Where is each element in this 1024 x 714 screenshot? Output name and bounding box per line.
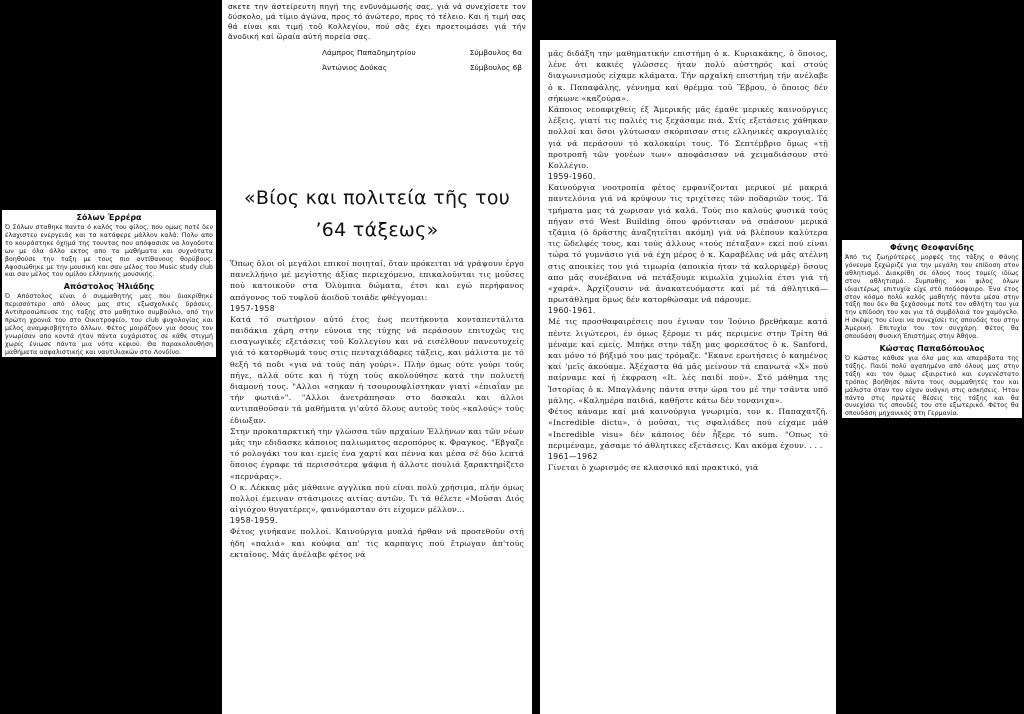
far-right-column-text xyxy=(842,240,1022,418)
article-paragraph-9: Μέ τις προσθαφαιρέσεις που έγιναν τον Ἰούνιο βρεθήκαμε κατά πέντε λιγώτεροι, έν όμως ξέρομε τι μάς περιμενε στην Τρίτη θά μέναμε καί εμείς. Μπήκε στην τάξη μας φορεσάτος ὁ κ. Sanford, και μόνο τό βήξιμό του μας τρόμαζε. "Εκανε ερωτήσεις ὁ καημένος καί 'μεῖς άκούαμε. Ἀξέχαστα θά μᾶς μείνουν τά επανωτά «Χ» πού παίρναμε καί ή έκφραση «Ιt. λές παιδί πού». Στό μάθημα της Ἱστορίας ὁ κ. Μπαγλάνης πάντα στην ώρα του μέ την τσάντα υπό μάλης. «Καλημέρα παιδιά, καθῆστε κάτω δέν τονανιχα». xyxy=(548,317,828,405)
article-paragraph-3: Στην προκαταρκτική την γλώσσα τῶν αρχαίων Ἑλλήνων και τῶν νέων μᾶς την εδιδασκε κάποιος παλιωματος αεροπόρος κ. Φραγκος. "Εβγαζε τό ρολογάκι του και εμείς ένα χαρτί και πέννα και μέσα σέ δύο λεπτά ὅποιος έγραφε τά περισσότερα ψάφια ή άλλοτε πουλιά ξαρακτηρίζετο «περνάρας». xyxy=(230,426,524,481)
center-top-block xyxy=(222,0,532,148)
center-column xyxy=(218,0,534,714)
right-column xyxy=(534,0,840,714)
article-paragraph-1: Ὅπως ὅλοι οἱ μεγάλοι επικοί ποιηταί, ὅταν πρόκειται νά γράψουν έργο πανελλήνιο μέ μεγίστης άξίας περιεχόμενο, επικαλοῦνται τις μοῦσες πού κατοικοῦν στα Ὀλύμπια δώματα, έτσι και εγώ περήφανος απόγονος τοῦ τυφλοῦ ἀοιδοῦ τοιάδε φθέγγομαι: xyxy=(230,259,524,302)
article-paragraph-2: Κατά τό σωτήριον αὐτό έτος έως πεντήκοντα κονταπεντάλιτα παιδάκια χάρη στην εύνοια της τύχης νά περάσουν επιτυχῶς τις εισαγωγικές εξετάσεις τοῦ Κολλεγίου και νά εισέλθουν πανευτυχείς γιά τό κατορθωμά τους στις πενταχιάδαρες τάξεις, και μάλιστα με τό θεξῆ τό ποδι «για νά τούς πάη γούρι». Πλήν όμως ούτε γούρι τούς πήγε, αλλά ούτε και ή τύχη τούς ακολούθησε κατά την πολυετή διαμονή τους. "Αλλοι «σηκαν ή τσουρουφλίστηκαν γιατί «έπιαΐαν με τήν φωτιά»". "Αλλοι ἀνετράπησαν στο δασκαλι και άλλοι αντιπαθοῦσαν τά μαθήματα γι'αὐτό ὅλους αυτούς τούς «καλούς» τούς έδιωξαν. xyxy=(230,314,524,425)
article-paragraph-5: Φέτος γινήκανε πολλοί. Καινούργια μυαλά ήρθαν νά προσεθοῦν στή ήδη «παλιά» και κούφια απ' τις καρπαγις πού ἔτρωγαν ἀπ'τούς εκταίους. Μάς ἀνέλαβε φέτος νά xyxy=(230,527,524,559)
article-paragraph-10: Φέτος κάναμε καί μιά καινούργια γνωριμία, τον κ. Παπαχατζῆ. «Incredible dictu», ὁ μοῦσαι, τις σφαλιάδες πού είχαμε μάθ «Incredible visu» δέν κάποιος δέν ἦξερε τό sum. "Οπως τό περιμέναμε, χάσαμε τό άθλητικες εξετάσεις. Και ακόμα έχουν. . . . xyxy=(548,407,828,450)
signature-2-name: Ἀντώνιος Δούκας xyxy=(322,63,388,72)
article-heading xyxy=(222,182,532,246)
far-right-column xyxy=(840,0,1024,714)
profile-title-fanis: Φάνης Θεοφανίδης xyxy=(890,243,974,252)
signature-2 xyxy=(232,63,522,72)
article-continuation xyxy=(540,40,836,714)
signature-1-name: Λάμπρος Παπαδημητρίου xyxy=(322,48,416,57)
article-heading-line2: ’64 τάξεως» xyxy=(315,219,439,241)
profile-title-apostolos: Απόστολος Ήλιάδης xyxy=(63,282,155,292)
article-paragraph-8: Καινούργια νοοτροπία φέτος εμφανίζονται μερικοί μέ μακριά παντελόνια γιά νά κρύψουν τις τριχίτσες τῶν ποδαριῶν τους. Τά τμήματα μας τά χωρισαν γιά καλά. Τούς πιο καλούς φυσικά τούς πήγαν στό West Building όπου φρόντισαν νά σπάσουν μερικά τζάμια (ὁ δράστης ἀναζητεῖται ακόμη) γιά νά βλέπουν καλύτερα τις ὥδελφές τους, και τούς άλλους «τούς πέταξαν» εκεί πού είναι τώρα τό γυμνάσιο γιά νά έχη μέρος ὁ κ. Καραβέλας νά μᾶς ατέλνη στις αποικίες του γιά τιμωρία (αποικία ήταν τά καλοριφέρ) ὅσους απο μᾶς συνέβαινα νά πετάξουμε κιμωλία χιμωλία έτσι γιά τή «χαρά». Ἀρχίζουσιν νά ἀνακατευόμαστε καί μέ τά άθλητικά—πρωτάθλημα ὅμως δέν κατορθώσαμε νά πάρουμε. xyxy=(548,183,828,305)
article-heading-line1: «Βίος και πολιτεία τῆς του xyxy=(243,187,511,209)
article-paragraph-4: Ο κ. Λέκκας μᾶς μάθαινε αγγλικα πού είναι πολύ χρήσιμα, πλήν όμως πολλοί έμειναν στάσιμοιες αιτίας αυτῶν. Τι τά θέλετε «Μοῦσαι Διός αἰγιόχου θυγατέρες», φαινόμασταν ότι είχομεν μέλλον... xyxy=(230,482,524,515)
profile-text-apostolos: Ό Απόστολος είναι ό συμμαθητής μας που διακρίθηκε περισσότερο από όλους μας στις εξωσχολικές δράσεις. Αντιπροσώπευσε της ταξης στο μαθητικο συμβούλιο, από την πρώτη χρονιά του στο Οικοτροφείο, του club ψυχολογίας και μέλος αναμφισβήτητο άλλων. Φέτος μοιράζουν για όσους τον γνωρίσαν απο κοντά ήταν πάντα ευχάριστος σε κάθε στιγμή χωρίς ένιωσε πάντα μια νότα κεφιού. Θα παρακολουθήση μαθήματα ασφαλιστικής και ναυτιλιακών στο Λονδίνο. xyxy=(5,293,213,356)
article-paragraph-7: Κάποιος νεοαφιχθείς έξ Ἀμερικῆς μᾶς έμαθε μερικές καινούργιες λέξεις, γιατί τις παλιές τις ξεχάσαμε πιά. Στίς εξετάσεις χάθηκαν πολλοί και ὅσοι γλύτωσαν σκόρπισαν στις ελληνικές ακρογιαλιές γιά νά περάσουν τό καλοκαίρι τους. Τό Σεπτέμβριο ὅμως «τῇ προτροπῆ τῶν γονέων των» αποφάσισαν νά χειμαδιάσουν στό Κολλέγιο. xyxy=(548,105,828,171)
signature-1-role: Σύμβουλος 6α xyxy=(469,48,522,57)
article-start xyxy=(222,148,532,714)
profile-text-kostas: Ό Κώστας κάθισε για όλο μας και απαράβατα της τάξης. Παιδί πολύ αγαπημένο από όλους μας στην τάξη και τον όμως εξαιρετικό και ευγενέστατο τρόπος βοήθησε πάντα τους συμμαθητές του και μάλιστα όταν τον είχαν ανάγκη στις ασκήσεις. Ήταν πάντα στις πρώτες θέσεις της τάξης και θα συνεχίσει τις σπουδές του στο εξωτερικό. Φέτος θα σπουδάση μηχανικός στη Γερμανία. xyxy=(845,354,1019,418)
profile-title-kostas: Κώστας Παπαδόπουλος xyxy=(879,343,985,353)
profile-text-solon: Ό Σόλων σταθηκε παντα ό καλός του φίλος, που ομως ποτέ δεν έλαχιστευ ενεργειάς και τα κατάφερε μάλλον καλά. Πολυ απο το κουράστηκε όχημά της τουντας που απόφασισε να λογοδοτα ων με όλα άλλο εκτος απο τα μαθήματα και συχνότατα βοηθούσε την ταξη με τους πιο αντίθανους θορύβους. Αφοσιώθηκε με την μουσική και σαν μέλος του Music study club και σαν μέλος του ομίλου ελληνικής μουσικής. xyxy=(5,224,213,279)
profile-title-solon: Σόλων Έρρέρα xyxy=(76,213,142,222)
article-paragraph-6: μᾶς διδάξη την μαθηματικήν επιστήμη ὁ κ. Κυριακάκης, ὁ ὅποιος, λένε ὁτι κακιές γλῶσσες ήταν πολύ αὐστηρός καί στούς διαγωνισμούς είχαμε κλάματα. Τήν αρχαϊκή επιστήμη τήν ανέλαβε ὁ κ. Παπαφάλης, γέννημα καί θρέμμα τοῦ Ἕβρου, ὁ ὅποιος δέν σήκωνε «καζούρα». xyxy=(548,49,828,103)
profile-text-fanis: Ἀπό τις ζωηρότερες μορφές της τάξης ο Φάνης γόνευμα ξεχώριζε για την μεγάλη του επίδοση στον αθλητισμό. Διακρίθη σε όλους τους τομείς ιδίως στον αθλητισμό. Συμπαθης και φιλος όλων ιδιαιτέρως επιτυχία είχε στό ποδόσφαιρο. Ένα έτος στον κόσμο πολύ καλός μαθητής πάντα μέσα στην τάξη που δεν θα ξεχάσουμε ποτέ τον αθλήτη του για την επίδοση του και για τά συμβόλαιά τον χαμόγελο. Η σκέψις του είναι να συνεχίσει τις σπουδάς του στην Ἀμερική. Επιτυχία του τον συγχάρη. Φέτος θα σπουδάση Φυσική Ἐπιστήμες στην Ἀθήνα. xyxy=(845,254,1019,341)
signature-2-role: Σύμβουλος 6β xyxy=(469,63,522,72)
left-column-text xyxy=(2,210,216,357)
year-1961: 1961—1962 xyxy=(548,451,598,461)
year-1957: 1957-1958 xyxy=(230,303,275,313)
year-1958: 1958-1959. xyxy=(230,516,278,526)
left-column xyxy=(0,0,218,714)
year-1960: 1960-1961. xyxy=(548,306,596,316)
year-1959: 1959-1960. xyxy=(548,172,596,182)
article-paragraph-11: Γίνεται ὁ χωρισμός σε κλασσικό καί πρακτικό, γιά xyxy=(548,462,759,472)
intro-paragraph: σκετε την άστείρευτη πηγή της ενδυνάμωσής σας, γιά νά συνεχίσετε τον δύσκολο, μά τίμιο άγώνα, προς τό άνώτερο, προς τό τέλειο. Και ή τιμή σας θά είναι και τιμή τοῦ Κολλεγίου, πού σᾶς έχει προετοιμάσει γιά τήν ἄνοδική καί ὥραία αὐτή πορεία σας. xyxy=(228,2,526,41)
signature-1 xyxy=(232,48,522,57)
